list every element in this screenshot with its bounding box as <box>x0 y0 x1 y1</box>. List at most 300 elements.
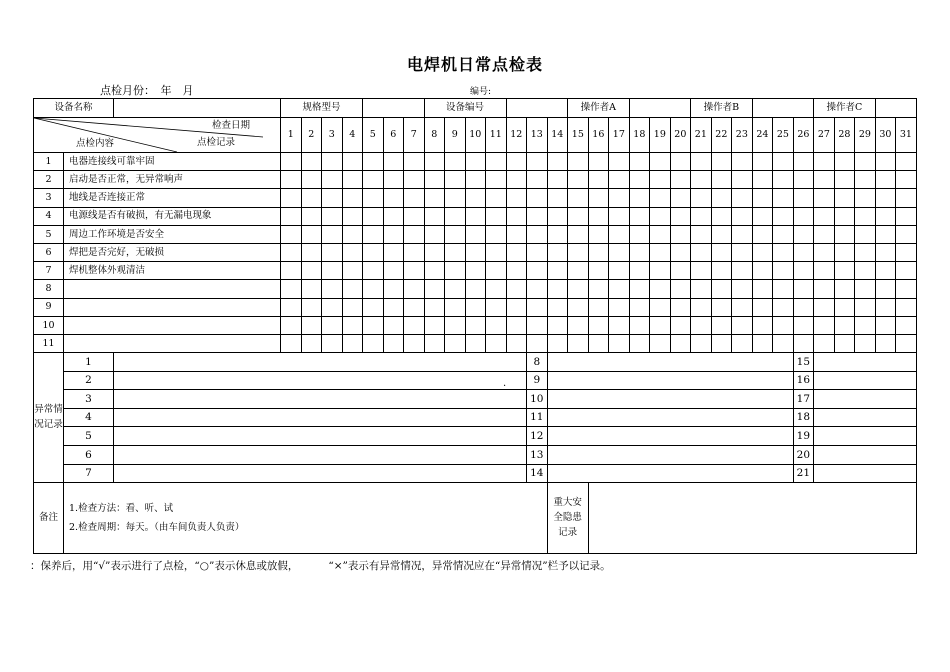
check-cell[interactable] <box>486 189 507 207</box>
check-cell[interactable] <box>773 189 794 207</box>
check-cell[interactable] <box>322 153 343 171</box>
check-cell[interactable] <box>834 153 855 171</box>
check-cell[interactable] <box>670 316 691 334</box>
check-cell[interactable] <box>855 334 876 352</box>
check-cell[interactable] <box>609 243 630 261</box>
check-cell[interactable] <box>281 316 302 334</box>
check-cell[interactable] <box>691 262 712 280</box>
check-cell[interactable] <box>445 225 466 243</box>
check-cell[interactable] <box>691 334 712 352</box>
check-cell[interactable] <box>588 316 609 334</box>
check-cell[interactable] <box>506 243 527 261</box>
check-cell[interactable] <box>793 243 814 261</box>
check-cell[interactable] <box>547 153 568 171</box>
abnormal-record-cell[interactable] <box>814 427 917 446</box>
check-cell[interactable] <box>486 153 507 171</box>
check-cell[interactable] <box>363 280 384 298</box>
check-cell[interactable] <box>609 189 630 207</box>
check-cell[interactable] <box>506 334 527 352</box>
check-cell[interactable] <box>383 171 404 189</box>
check-cell[interactable] <box>650 262 671 280</box>
check-cell[interactable] <box>424 171 445 189</box>
check-cell[interactable] <box>896 153 917 171</box>
check-cell[interactable] <box>670 280 691 298</box>
check-cell[interactable] <box>506 207 527 225</box>
check-cell[interactable] <box>281 334 302 352</box>
check-cell[interactable] <box>896 207 917 225</box>
check-cell[interactable] <box>670 334 691 352</box>
check-cell[interactable] <box>424 262 445 280</box>
check-cell[interactable] <box>363 225 384 243</box>
check-cell[interactable] <box>547 262 568 280</box>
abnormal-record-cell[interactable] <box>814 390 917 409</box>
check-cell[interactable] <box>855 171 876 189</box>
check-cell[interactable] <box>629 262 650 280</box>
abnormal-record-cell[interactable] <box>114 353 527 372</box>
check-cell[interactable] <box>506 189 527 207</box>
check-cell[interactable] <box>650 334 671 352</box>
check-cell[interactable] <box>322 207 343 225</box>
check-cell[interactable] <box>404 207 425 225</box>
operator-a-value[interactable] <box>629 99 691 118</box>
check-cell[interactable] <box>629 171 650 189</box>
check-cell[interactable] <box>691 280 712 298</box>
check-cell[interactable] <box>814 171 835 189</box>
check-cell[interactable] <box>281 225 302 243</box>
check-cell[interactable] <box>465 225 486 243</box>
check-cell[interactable] <box>711 189 732 207</box>
check-cell[interactable] <box>793 189 814 207</box>
check-cell[interactable] <box>711 280 732 298</box>
check-cell[interactable] <box>650 189 671 207</box>
check-cell[interactable] <box>855 189 876 207</box>
check-cell[interactable] <box>670 153 691 171</box>
check-cell[interactable] <box>711 334 732 352</box>
check-cell[interactable] <box>855 262 876 280</box>
check-cell[interactable] <box>896 243 917 261</box>
check-cell[interactable] <box>301 243 322 261</box>
check-cell[interactable] <box>855 225 876 243</box>
check-cell[interactable] <box>322 316 343 334</box>
check-cell[interactable] <box>322 243 343 261</box>
check-cell[interactable] <box>650 171 671 189</box>
check-cell[interactable] <box>527 207 548 225</box>
check-cell[interactable] <box>814 334 835 352</box>
check-cell[interactable] <box>547 280 568 298</box>
check-cell[interactable] <box>342 189 363 207</box>
check-cell[interactable] <box>896 262 917 280</box>
check-cell[interactable] <box>342 298 363 316</box>
check-cell[interactable] <box>752 243 773 261</box>
check-cell[interactable] <box>834 243 855 261</box>
check-cell[interactable] <box>896 334 917 352</box>
check-cell[interactable] <box>568 334 589 352</box>
check-cell[interactable] <box>793 316 814 334</box>
check-cell[interactable] <box>527 316 548 334</box>
abnormal-record-cell[interactable] <box>114 446 527 465</box>
abnormal-record-cell[interactable] <box>814 446 917 465</box>
check-cell[interactable] <box>404 262 425 280</box>
check-cell[interactable] <box>588 153 609 171</box>
check-cell[interactable] <box>383 189 404 207</box>
check-cell[interactable] <box>568 171 589 189</box>
check-cell[interactable] <box>383 298 404 316</box>
check-cell[interactable] <box>301 280 322 298</box>
check-cell[interactable] <box>281 171 302 189</box>
check-cell[interactable] <box>281 243 302 261</box>
check-cell[interactable] <box>752 171 773 189</box>
check-cell[interactable] <box>342 243 363 261</box>
check-cell[interactable] <box>711 316 732 334</box>
check-cell[interactable] <box>486 316 507 334</box>
check-cell[interactable] <box>670 262 691 280</box>
check-cell[interactable] <box>732 298 753 316</box>
check-cell[interactable] <box>465 243 486 261</box>
abnormal-record-cell[interactable] <box>547 446 793 465</box>
check-cell[interactable] <box>752 225 773 243</box>
check-cell[interactable] <box>568 316 589 334</box>
check-cell[interactable] <box>650 280 671 298</box>
check-cell[interactable] <box>896 280 917 298</box>
check-cell[interactable] <box>506 280 527 298</box>
check-cell[interactable] <box>486 280 507 298</box>
check-cell[interactable] <box>834 207 855 225</box>
abnormal-record-cell[interactable] <box>814 464 917 483</box>
check-cell[interactable] <box>281 153 302 171</box>
check-cell[interactable] <box>609 262 630 280</box>
check-cell[interactable] <box>732 280 753 298</box>
check-cell[interactable] <box>301 153 322 171</box>
check-cell[interactable] <box>547 225 568 243</box>
check-cell[interactable] <box>629 243 650 261</box>
check-cell[interactable] <box>404 316 425 334</box>
check-cell[interactable] <box>732 153 753 171</box>
check-cell[interactable] <box>752 262 773 280</box>
check-cell[interactable] <box>588 280 609 298</box>
check-cell[interactable] <box>465 207 486 225</box>
check-cell[interactable] <box>609 225 630 243</box>
check-cell[interactable] <box>527 280 548 298</box>
check-cell[interactable] <box>793 280 814 298</box>
check-cell[interactable] <box>301 189 322 207</box>
check-cell[interactable] <box>834 298 855 316</box>
check-cell[interactable] <box>732 189 753 207</box>
check-cell[interactable] <box>609 280 630 298</box>
check-cell[interactable] <box>834 189 855 207</box>
check-cell[interactable] <box>424 298 445 316</box>
check-cell[interactable] <box>445 334 466 352</box>
check-cell[interactable] <box>363 316 384 334</box>
check-cell[interactable] <box>281 262 302 280</box>
check-cell[interactable] <box>383 334 404 352</box>
check-cell[interactable] <box>896 225 917 243</box>
check-cell[interactable] <box>691 153 712 171</box>
check-cell[interactable] <box>855 243 876 261</box>
abnormal-record-cell[interactable] <box>547 371 793 390</box>
check-cell[interactable] <box>424 243 445 261</box>
check-cell[interactable] <box>855 207 876 225</box>
check-cell[interactable] <box>445 153 466 171</box>
check-cell[interactable] <box>732 316 753 334</box>
check-cell[interactable] <box>322 189 343 207</box>
check-cell[interactable] <box>773 153 794 171</box>
check-cell[interactable] <box>506 171 527 189</box>
check-cell[interactable] <box>732 334 753 352</box>
check-cell[interactable] <box>711 243 732 261</box>
check-cell[interactable] <box>609 298 630 316</box>
check-cell[interactable] <box>629 280 650 298</box>
check-cell[interactable] <box>691 189 712 207</box>
check-cell[interactable] <box>342 280 363 298</box>
check-cell[interactable] <box>609 334 630 352</box>
check-cell[interactable] <box>875 153 896 171</box>
check-cell[interactable] <box>445 189 466 207</box>
check-cell[interactable] <box>793 262 814 280</box>
check-cell[interactable] <box>547 316 568 334</box>
check-cell[interactable] <box>875 316 896 334</box>
check-cell[interactable] <box>609 153 630 171</box>
operator-b-value[interactable] <box>752 99 814 118</box>
check-cell[interactable] <box>527 153 548 171</box>
check-cell[interactable] <box>383 153 404 171</box>
check-cell[interactable] <box>875 171 896 189</box>
check-cell[interactable] <box>363 298 384 316</box>
check-cell[interactable] <box>691 171 712 189</box>
check-cell[interactable] <box>363 189 384 207</box>
check-cell[interactable] <box>383 243 404 261</box>
check-cell[interactable] <box>281 298 302 316</box>
check-cell[interactable] <box>424 153 445 171</box>
check-cell[interactable] <box>629 225 650 243</box>
check-cell[interactable] <box>732 225 753 243</box>
check-cell[interactable] <box>834 171 855 189</box>
check-cell[interactable] <box>363 171 384 189</box>
check-cell[interactable] <box>486 262 507 280</box>
check-cell[interactable] <box>875 262 896 280</box>
check-cell[interactable] <box>363 243 384 261</box>
check-cell[interactable] <box>629 207 650 225</box>
check-cell[interactable] <box>629 316 650 334</box>
check-cell[interactable] <box>588 207 609 225</box>
check-cell[interactable] <box>486 243 507 261</box>
abnormal-record-cell[interactable] <box>114 427 527 446</box>
check-cell[interactable] <box>465 189 486 207</box>
check-cell[interactable] <box>342 207 363 225</box>
check-cell[interactable] <box>547 243 568 261</box>
check-cell[interactable] <box>834 334 855 352</box>
check-cell[interactable] <box>896 316 917 334</box>
check-cell[interactable] <box>506 153 527 171</box>
check-cell[interactable] <box>383 316 404 334</box>
check-cell[interactable] <box>486 225 507 243</box>
check-cell[interactable] <box>691 243 712 261</box>
check-cell[interactable] <box>711 207 732 225</box>
abnormal-record-cell[interactable] <box>114 408 527 427</box>
check-cell[interactable] <box>445 298 466 316</box>
check-cell[interactable] <box>527 262 548 280</box>
check-cell[interactable] <box>342 262 363 280</box>
check-cell[interactable] <box>465 334 486 352</box>
check-cell[interactable] <box>629 298 650 316</box>
check-cell[interactable] <box>547 298 568 316</box>
check-cell[interactable] <box>486 298 507 316</box>
check-cell[interactable] <box>650 153 671 171</box>
check-cell[interactable] <box>732 262 753 280</box>
check-cell[interactable] <box>445 171 466 189</box>
check-cell[interactable] <box>445 207 466 225</box>
check-cell[interactable] <box>363 153 384 171</box>
check-cell[interactable] <box>670 189 691 207</box>
check-cell[interactable] <box>875 225 896 243</box>
check-cell[interactable] <box>527 243 548 261</box>
check-cell[interactable] <box>465 262 486 280</box>
equip-no-value[interactable] <box>506 99 568 118</box>
check-cell[interactable] <box>363 334 384 352</box>
abnormal-record-cell[interactable] <box>547 464 793 483</box>
check-cell[interactable] <box>568 243 589 261</box>
check-cell[interactable] <box>588 262 609 280</box>
check-cell[interactable] <box>322 280 343 298</box>
check-cell[interactable] <box>301 262 322 280</box>
check-cell[interactable] <box>486 207 507 225</box>
check-cell[interactable] <box>568 153 589 171</box>
check-cell[interactable] <box>363 262 384 280</box>
check-cell[interactable] <box>322 298 343 316</box>
check-cell[interactable] <box>342 171 363 189</box>
check-cell[interactable] <box>896 189 917 207</box>
check-cell[interactable] <box>527 189 548 207</box>
check-cell[interactable] <box>793 207 814 225</box>
check-cell[interactable] <box>547 171 568 189</box>
check-cell[interactable] <box>855 298 876 316</box>
check-cell[interactable] <box>383 280 404 298</box>
check-cell[interactable] <box>301 334 322 352</box>
check-cell[interactable] <box>773 243 794 261</box>
check-cell[interactable] <box>322 171 343 189</box>
check-cell[interactable] <box>650 316 671 334</box>
check-cell[interactable] <box>773 171 794 189</box>
check-cell[interactable] <box>814 189 835 207</box>
abnormal-record-cell[interactable] <box>814 353 917 372</box>
check-cell[interactable] <box>732 243 753 261</box>
check-cell[interactable] <box>814 153 835 171</box>
check-cell[interactable] <box>568 298 589 316</box>
check-cell[interactable] <box>773 207 794 225</box>
check-cell[interactable] <box>547 189 568 207</box>
check-cell[interactable] <box>547 207 568 225</box>
abnormal-record-cell[interactable] <box>114 371 527 390</box>
check-cell[interactable] <box>814 280 835 298</box>
check-cell[interactable] <box>670 207 691 225</box>
check-cell[interactable] <box>732 171 753 189</box>
check-cell[interactable] <box>568 262 589 280</box>
abnormal-record-cell[interactable] <box>814 371 917 390</box>
check-cell[interactable] <box>404 189 425 207</box>
check-cell[interactable] <box>629 189 650 207</box>
check-cell[interactable] <box>424 316 445 334</box>
check-cell[interactable] <box>752 316 773 334</box>
check-cell[interactable] <box>404 298 425 316</box>
abnormal-record-cell[interactable] <box>114 390 527 409</box>
check-cell[interactable] <box>793 153 814 171</box>
check-cell[interactable] <box>711 153 732 171</box>
check-cell[interactable] <box>322 334 343 352</box>
check-cell[interactable] <box>793 171 814 189</box>
check-cell[interactable] <box>773 316 794 334</box>
check-cell[interactable] <box>670 225 691 243</box>
equip-name-value[interactable] <box>114 99 281 118</box>
check-cell[interactable] <box>363 207 384 225</box>
check-cell[interactable] <box>670 298 691 316</box>
check-cell[interactable] <box>404 225 425 243</box>
check-cell[interactable] <box>424 189 445 207</box>
check-cell[interactable] <box>752 207 773 225</box>
check-cell[interactable] <box>875 243 896 261</box>
check-cell[interactable] <box>527 334 548 352</box>
check-cell[interactable] <box>588 298 609 316</box>
check-cell[interactable] <box>875 298 896 316</box>
check-cell[interactable] <box>424 207 445 225</box>
check-cell[interactable] <box>301 207 322 225</box>
check-cell[interactable] <box>301 171 322 189</box>
check-cell[interactable] <box>527 298 548 316</box>
abnormal-record-cell[interactable] <box>547 390 793 409</box>
check-cell[interactable] <box>465 280 486 298</box>
check-cell[interactable] <box>609 316 630 334</box>
check-cell[interactable] <box>506 316 527 334</box>
check-cell[interactable] <box>322 225 343 243</box>
check-cell[interactable] <box>445 243 466 261</box>
check-cell[interactable] <box>588 171 609 189</box>
check-cell[interactable] <box>568 207 589 225</box>
check-cell[interactable] <box>342 153 363 171</box>
check-cell[interactable] <box>773 334 794 352</box>
check-cell[interactable] <box>342 316 363 334</box>
check-cell[interactable] <box>486 171 507 189</box>
check-cell[interactable] <box>793 334 814 352</box>
check-cell[interactable] <box>875 189 896 207</box>
operator-c-value[interactable] <box>875 99 916 118</box>
check-cell[interactable] <box>506 262 527 280</box>
check-cell[interactable] <box>588 225 609 243</box>
check-cell[interactable] <box>855 316 876 334</box>
check-cell[interactable] <box>711 262 732 280</box>
check-cell[interactable] <box>322 262 343 280</box>
abnormal-record-cell[interactable] <box>814 408 917 427</box>
check-cell[interactable] <box>527 171 548 189</box>
check-cell[interactable] <box>588 243 609 261</box>
check-cell[interactable] <box>506 225 527 243</box>
check-cell[interactable] <box>691 207 712 225</box>
check-cell[interactable] <box>281 280 302 298</box>
check-cell[interactable] <box>773 262 794 280</box>
check-cell[interactable] <box>568 225 589 243</box>
check-cell[interactable] <box>814 225 835 243</box>
check-cell[interactable] <box>814 262 835 280</box>
check-cell[interactable] <box>752 334 773 352</box>
check-cell[interactable] <box>281 189 302 207</box>
check-cell[interactable] <box>342 334 363 352</box>
check-cell[interactable] <box>465 171 486 189</box>
check-cell[interactable] <box>875 207 896 225</box>
check-cell[interactable] <box>445 262 466 280</box>
check-cell[interactable] <box>752 298 773 316</box>
check-cell[interactable] <box>773 298 794 316</box>
check-cell[interactable] <box>465 316 486 334</box>
check-cell[interactable] <box>588 334 609 352</box>
check-cell[interactable] <box>711 225 732 243</box>
check-cell[interactable] <box>301 225 322 243</box>
